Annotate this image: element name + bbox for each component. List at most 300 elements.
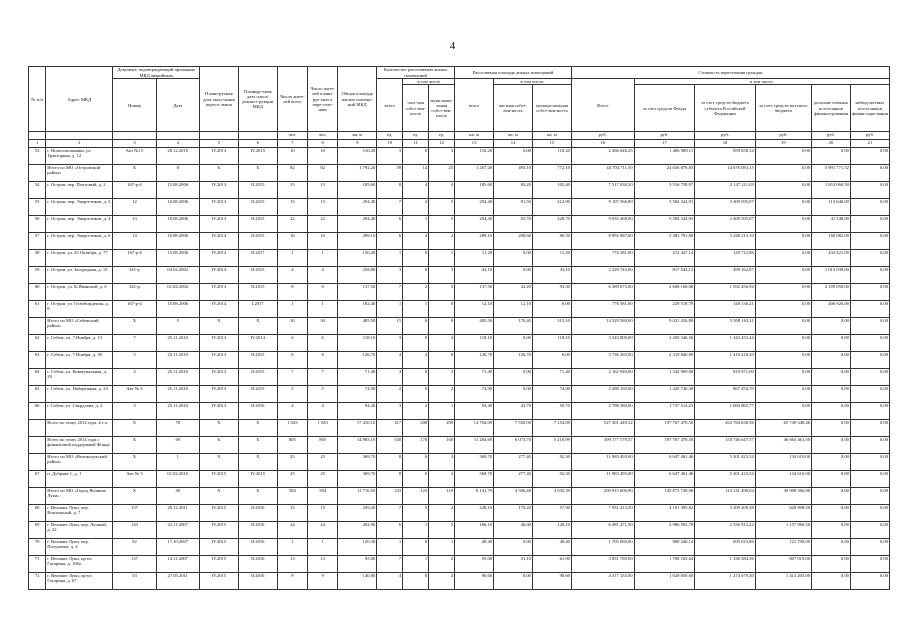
table-cell: 0,00 <box>755 403 811 420</box>
table-cell: II.2015 <box>238 369 277 386</box>
table-cell: 495,10 <box>494 165 533 182</box>
table-cell: IV.2015 <box>199 522 238 539</box>
table-cell: 39 <box>377 165 403 182</box>
table-cell: 126,70 <box>455 352 494 369</box>
table-cell: 4 <box>308 403 338 420</box>
table-cell: 25.11.2010 <box>156 369 199 386</box>
table-cell: 44,20 <box>494 284 533 301</box>
table-cell: 294,40 <box>338 216 377 233</box>
table-cell <box>29 488 46 505</box>
table-cell: IV.2014 <box>238 335 277 352</box>
unit-cell: руб. <box>812 132 851 140</box>
table-cell: 0,00 <box>850 505 889 522</box>
table-cell: 95,00 <box>338 556 377 573</box>
table-cell: 9 035 468,00 <box>571 216 634 233</box>
table-cell: 2 319 846,80 <box>634 352 695 369</box>
table-cell: 0,00 <box>850 573 889 590</box>
column-number-cell: 6 <box>238 140 277 148</box>
table-cell: X <box>199 437 238 454</box>
table-cell: 2 <box>429 386 455 403</box>
table-cell: 2 <box>377 386 403 403</box>
table-cell: 12,10 <box>494 301 533 318</box>
table-cell: 1 <box>403 301 429 318</box>
table-cell: 2 986 592,78 <box>634 522 695 539</box>
table-cell: 7 <box>113 335 156 352</box>
table-cell: 15.08.2006 <box>156 182 199 199</box>
table-cell: 5 508 163,11 <box>695 318 756 335</box>
table-cell: 0,00 <box>494 250 533 267</box>
table-cell: 0,00 <box>812 352 851 369</box>
table-cell: 212,90 <box>532 199 571 216</box>
table-cell: 166,10 <box>455 522 494 539</box>
table-cell: 208,60 <box>494 233 533 250</box>
unit-cell <box>113 132 156 140</box>
table-cell: 25.11.2010 <box>156 352 199 369</box>
table-cell: 134 610,00 <box>755 471 811 488</box>
table-cell: IV.2013 <box>199 148 238 165</box>
table-cell: 0,00 <box>850 233 889 250</box>
table-row <box>29 420 890 437</box>
table-cell: 1 <box>277 539 307 556</box>
table-cell: IV.2015 <box>199 573 238 590</box>
table-cell: 0,00 <box>850 182 889 199</box>
table-cell: 3 <box>429 335 455 352</box>
table-cell: 3 209 209,38 <box>695 505 756 522</box>
table-cell: 3 <box>377 267 403 284</box>
table-cell: 499 162,87 <box>695 267 756 284</box>
column-number-cell: 17 <box>634 140 695 148</box>
table-cell: 0,00 <box>812 318 851 335</box>
table-cell: г. Великие Луки, пер. Лучный, д. 22 <box>46 522 113 539</box>
table-cell: 3 635,39 <box>532 488 571 505</box>
table-cell: 212 447,14 <box>634 250 695 267</box>
table-cell: 4 <box>377 352 403 369</box>
table-cell: 0,00 <box>850 454 889 471</box>
table-row <box>29 148 890 165</box>
table-cell: 772,10 <box>532 165 571 182</box>
column-number-cell: 18 <box>695 140 756 148</box>
table-cell: 5 <box>429 216 455 233</box>
table-cell: 434 421,00 <box>812 250 851 267</box>
table-cell: 0,00 <box>755 182 811 199</box>
table-cell: 2 <box>403 284 429 301</box>
table-cell: 417 <box>377 420 403 437</box>
table-cell: 5 201 423,54 <box>695 471 756 488</box>
unit-cell: руб. <box>755 132 811 140</box>
table-cell: 0,00 <box>850 318 889 335</box>
table-cell: 15 <box>308 199 338 216</box>
table-cell: 0,00 <box>812 437 851 454</box>
table-cell: 6 <box>377 216 403 233</box>
table-cell: 0,00 <box>850 369 889 386</box>
table-cell: 3 <box>377 148 403 165</box>
header-document: Документ, подтверждающий признание МКД аварийным <box>113 67 200 79</box>
table-cell: 228,10 <box>455 505 494 522</box>
header-cost-non-target: небюд-жетных источ-ников финан-сиро-вания <box>850 85 889 132</box>
table-cell: 0,00 <box>494 267 533 284</box>
header-cost-total: Всего <box>571 79 634 132</box>
table-cell: 197 767 470,50 <box>634 437 695 454</box>
table-cell: 1 708 165,64 <box>634 556 695 573</box>
table-cell: 25 <box>308 471 338 488</box>
table-cell: 12,10 <box>455 301 494 318</box>
table-cell: 11,20 <box>532 250 571 267</box>
table-cell: 1 <box>403 522 429 539</box>
table-cell: 11,20 <box>455 250 494 267</box>
table-cell: 8 <box>377 182 403 199</box>
table-cell: 2 162 940,00 <box>571 369 634 386</box>
table-cell: 65 749 348,46 <box>755 420 811 437</box>
table-cell: 22.11.2007 <box>156 522 199 539</box>
table-cell: 369,70 <box>455 454 494 471</box>
table-cell: 92 <box>113 539 156 556</box>
table-cell: 0 <box>403 250 429 267</box>
table-cell: 805 <box>277 437 307 454</box>
table-cell: 25.11.2010 <box>156 403 199 420</box>
table-cell: 9 <box>429 318 455 335</box>
table-cell: 0,00 <box>812 386 851 403</box>
table-cell: 7 931 413,50 <box>571 505 634 522</box>
table-cell: 0,00 <box>850 556 889 573</box>
column-number-cell: 2 <box>46 140 113 148</box>
table-cell: 90,60 <box>455 573 494 590</box>
table-cell: 0,00 <box>532 352 571 369</box>
table-cell <box>29 318 46 335</box>
header-cost-region: за счет средств бюджета субъекта Российской Федерации <box>695 85 756 132</box>
table-row <box>29 386 890 403</box>
table-cell: X <box>199 318 238 335</box>
table-cell: 7 317 030,50 <box>571 182 634 199</box>
table-cell: X <box>238 488 277 505</box>
table-cell: II.2016 <box>238 403 277 420</box>
unit-cell <box>238 132 277 140</box>
table-cell: 8 <box>156 165 199 182</box>
table-cell: 11 716,50 <box>338 488 377 505</box>
table-cell: 43,10 <box>455 267 494 284</box>
table-cell: 5 <box>429 199 455 216</box>
table-cell: 1 792,20 <box>338 165 377 182</box>
table-cell: 2 <box>429 556 455 573</box>
table-cell: 90,60 <box>532 573 571 590</box>
table-cell: IV.2015 <box>199 505 238 522</box>
table-cell: 160 <box>429 437 455 454</box>
table-cell: 0,00 <box>494 539 533 556</box>
table-cell: 5 <box>429 522 455 539</box>
table-cell: 13 <box>308 556 338 573</box>
table-cell: 118,10 <box>532 335 571 352</box>
table-cell: 24 036 876,83 <box>634 165 695 182</box>
table-cell: 0,00 <box>755 335 811 352</box>
table-cell: 4 317 135,00 <box>571 573 634 590</box>
table-cell: X <box>113 165 156 182</box>
table-cell: 8 141,79 <box>455 488 494 505</box>
table-cell: 776 581,00 <box>571 250 634 267</box>
table-cell: 72 <box>29 573 46 590</box>
table-cell: 4 <box>403 182 429 199</box>
table-cell: 24 <box>308 522 338 539</box>
table-row <box>29 301 890 318</box>
header-total-area: Общая площадь жилых помеще-ний МКД <box>338 67 377 132</box>
table-cell: II.2015 <box>238 182 277 199</box>
unit-cell: ед. <box>429 132 455 140</box>
table-row <box>29 165 890 182</box>
header-cost: Стоимость переселения граждан <box>571 67 889 79</box>
table-cell: г. Остров, ул. Загородная, д. 13 <box>46 267 113 284</box>
table-cell: 15.08.2006 <box>156 250 199 267</box>
table-cell: 8 <box>308 352 338 369</box>
table-cell: 8 <box>377 454 403 471</box>
table-cell: 1 <box>308 301 338 318</box>
table-cell: г. Великие Луки, пр-кт. Гагарина, д. 106а <box>46 556 113 573</box>
table-cell: 0 <box>403 573 429 590</box>
table-cell: 167-р-4 <box>113 250 156 267</box>
table-cell: г. Остров, пер. Почтовый, д. 2 <box>46 182 113 199</box>
table-cell: 185,60 <box>338 182 377 199</box>
table-cell: 4 <box>377 573 403 590</box>
table-cell: 6 <box>277 335 307 352</box>
table-cell: 0,00 <box>755 233 811 250</box>
table-cell: 110,20 <box>532 148 571 165</box>
table-cell: п. Дубрава-1, д. 1 <box>46 471 113 488</box>
table-row <box>29 522 890 539</box>
table-cell: 60 <box>29 284 46 301</box>
table-cell: IV.2015 <box>199 556 238 573</box>
table-cell: 4 101 395,62 <box>634 505 695 522</box>
table-cell: 15 <box>277 199 307 216</box>
table-cell: 399 177 579,57 <box>571 437 634 454</box>
table-cell <box>29 420 46 437</box>
column-number-cell: 4 <box>156 140 199 148</box>
table-cell: 0,00 <box>850 522 889 539</box>
header-cost-additional: дополни-тельных источ-ников финанси-рования <box>812 85 851 132</box>
table-cell: 2 798 380,00 <box>571 403 634 420</box>
table-cell: 5 <box>429 284 455 301</box>
table-cell: 0,00 <box>850 539 889 556</box>
table-cell: 0,00 <box>494 335 533 352</box>
table-cell: 1 629 050,60 <box>634 573 695 590</box>
header-municipal-area: муници-пальная собст-вен-ность <box>532 85 571 132</box>
unit-cell: кв. м <box>455 132 494 140</box>
table-cell: 0,00 <box>494 369 533 386</box>
table-cell: 0 <box>403 369 429 386</box>
table-cell: 0,00 <box>812 335 851 352</box>
table-cell: 14 676 083,15 <box>695 165 756 182</box>
table-cell: 82 <box>277 165 307 182</box>
table-cell: 0,00 <box>494 386 533 403</box>
table-cell: 2 329 743,00 <box>571 267 634 284</box>
table-cell: IV.2013 <box>199 352 238 369</box>
table-cell: 0,00 <box>850 403 889 420</box>
table-cell: 2 336 912,22 <box>695 522 756 539</box>
table-cell: 0 <box>429 301 455 318</box>
table-cell: 56 <box>29 216 46 233</box>
table-cell: 263 784 630,36 <box>695 420 756 437</box>
table-cell: 71,40 <box>338 369 377 386</box>
table-cell: 59 <box>29 267 46 284</box>
table-cell: 157 <box>113 505 156 522</box>
table-cell: 49,40 <box>532 539 571 556</box>
table-cell: 14.11.2007 <box>156 556 199 573</box>
table-cell: IV.2014 <box>199 267 238 284</box>
table-cell: 2 <box>403 403 429 420</box>
table-cell: 2 <box>403 199 429 216</box>
table-row <box>29 556 890 573</box>
table-cell: Итого по МО «Островский район» <box>46 165 113 182</box>
table-cell: 1 705 060,00 <box>571 539 634 556</box>
table-cell: 4 <box>277 267 307 284</box>
table-cell: II.2016 <box>238 539 277 556</box>
table-cell: 584 <box>308 488 338 505</box>
table-cell: 167-р-4 <box>113 182 156 199</box>
table-cell: 123 <box>403 488 429 505</box>
table-cell: 6 389 675,00 <box>571 284 634 301</box>
table-row <box>29 403 890 420</box>
table-cell: 150,20 <box>338 250 377 267</box>
table-cell: 0,00 <box>850 165 889 182</box>
table-cell: IV.2013 <box>199 199 238 216</box>
table-cell: IV.2013 <box>199 403 238 420</box>
table-cell: 0 <box>403 386 429 403</box>
table-cell: 6 481 471,50 <box>571 522 634 539</box>
table-cell: 0,00 <box>755 267 811 284</box>
table-cell: 330 <box>377 437 403 454</box>
table-cell: 24 <box>277 522 307 539</box>
table-row <box>29 539 890 556</box>
table-cell: 2 288 195,00 <box>571 386 634 403</box>
table-cell: 81,50 <box>494 199 533 216</box>
table-cell: г. Остров, пер. Энергетиков, д. 2 <box>46 199 113 216</box>
table-row <box>29 199 890 216</box>
unit-cell <box>46 132 113 140</box>
table-cell: 2 608 168,06 <box>634 284 695 301</box>
table-cell: Акт № 6 <box>113 386 156 403</box>
table-cell: 3 516 758,97 <box>634 182 695 199</box>
table-cell: 71 <box>29 556 46 573</box>
table-cell: 80,50 <box>532 233 571 250</box>
table-cell: 22 <box>277 216 307 233</box>
table-cell: 57,90 <box>532 505 571 522</box>
table-cell: 0,00 <box>812 505 851 522</box>
table-cell: 04.04.2002 <box>156 267 199 284</box>
table-cell: IV.2013 <box>199 386 238 403</box>
table-cell: 0,00 <box>850 386 889 403</box>
table-cell: 10 <box>277 148 307 165</box>
table-cell: 2 266 646,25 <box>571 148 634 165</box>
table-cell: 0,00 <box>755 318 811 335</box>
table-cell: г. Себеж, ул. Свердлова, д. 2 <box>46 403 113 420</box>
table-cell: 5 584 324,91 <box>634 199 695 216</box>
table-cell: IV.2014 <box>199 250 238 267</box>
table-cell: 5 <box>403 505 429 522</box>
table-cell: 74,90 <box>455 386 494 403</box>
table-cell: 55 <box>29 199 46 216</box>
unit-cell: ед. <box>403 132 429 140</box>
table-cell: 888 246,14 <box>634 539 695 556</box>
table-cell: г. Великие Луки, пер. Вокзальный, д. 7 <box>46 505 113 522</box>
table-cell: X <box>113 488 156 505</box>
unit-cell: руб. <box>695 132 756 140</box>
table-cell: 3 <box>429 267 455 284</box>
table-cell: 3 <box>429 148 455 165</box>
table-cell: 208 <box>403 420 429 437</box>
table-cell: 0,00 <box>812 403 851 420</box>
table-cell: 1 413 405,00 <box>755 573 811 590</box>
table-cell: 145 873 749,96 <box>634 488 695 505</box>
table-cell: 2 <box>429 505 455 522</box>
table-cell: 289,10 <box>455 233 494 250</box>
table-cell: 61 <box>29 301 46 318</box>
table-cell: 13 <box>277 556 307 573</box>
column-number-cell: 12 <box>429 140 455 148</box>
table-row <box>29 250 890 267</box>
table-row <box>29 454 890 471</box>
table-cell: 229 518,79 <box>634 301 695 318</box>
table-cell: 10.08.2006 <box>156 233 199 250</box>
table-cell: 0,00 <box>812 556 851 573</box>
table-cell: 8 992 087,00 <box>571 233 634 250</box>
table-cell: 53 <box>29 148 46 165</box>
table-cell: 258,80 <box>338 267 377 284</box>
table-cell: X <box>238 318 277 335</box>
unit-cell: ед. <box>377 132 403 140</box>
table-cell: 2 200 346,56 <box>634 335 695 352</box>
table-cell: 7 <box>377 199 403 216</box>
table-cell: X <box>238 165 277 182</box>
table-cell: 16 <box>308 233 338 250</box>
table-cell: 14 <box>403 165 429 182</box>
table-cell: 22 <box>308 216 338 233</box>
table-cell: 143 <box>113 522 156 539</box>
header-residents-to-resettle: Число жите-лей плани-руе-мых к пере-селе-нию <box>308 67 338 132</box>
table-cell: 17 410,10 <box>338 420 377 437</box>
table-cell: 776 581,00 <box>571 301 634 318</box>
table-cell: 0,00 <box>850 420 889 437</box>
table-cell: 1 267,20 <box>455 165 494 182</box>
table-cell: 6 647 461,46 <box>634 454 695 471</box>
table-cell: 341-р <box>113 284 156 301</box>
unit-cell: чел. <box>308 132 338 140</box>
table-cell: 25 <box>308 454 338 471</box>
table-cell: 2 <box>429 454 455 471</box>
table-cell: 58 <box>29 250 46 267</box>
unit-cell: руб. <box>850 132 889 140</box>
table-cell: 43,70 <box>494 403 533 420</box>
table-cell: 3 <box>377 403 403 420</box>
table-cell: 30 <box>277 318 307 335</box>
table-cell: 294,40 <box>455 199 494 216</box>
table-cell: 14 529 580,00 <box>571 318 634 335</box>
table-cell <box>29 165 46 182</box>
table-cell: Итого по МО «Великолукский район» <box>46 454 113 471</box>
table-cell: 3 543 800,00 <box>571 335 634 352</box>
table-row <box>29 505 890 522</box>
table-cell <box>29 454 46 471</box>
header-rooms-count: Количество расселяемых жилых помещений <box>377 67 455 79</box>
table-cell: 4 <box>308 267 338 284</box>
header-address: Адрес МКД <box>46 67 113 132</box>
table-cell: II.2015 <box>238 352 277 369</box>
page-number: 4 <box>449 40 456 52</box>
column-number-cell: 8 <box>308 140 338 148</box>
table-cell: 2 <box>429 471 455 488</box>
table-cell: 209 <box>429 420 455 437</box>
table-row <box>29 335 890 352</box>
column-number-cell: 7 <box>277 140 307 148</box>
table-cell: 1 <box>429 539 455 556</box>
table-cell: 0,00 <box>850 250 889 267</box>
table-cell: Итого по МО «Город Великие Луки» <box>46 488 113 505</box>
table-cell: 68 <box>29 505 46 522</box>
